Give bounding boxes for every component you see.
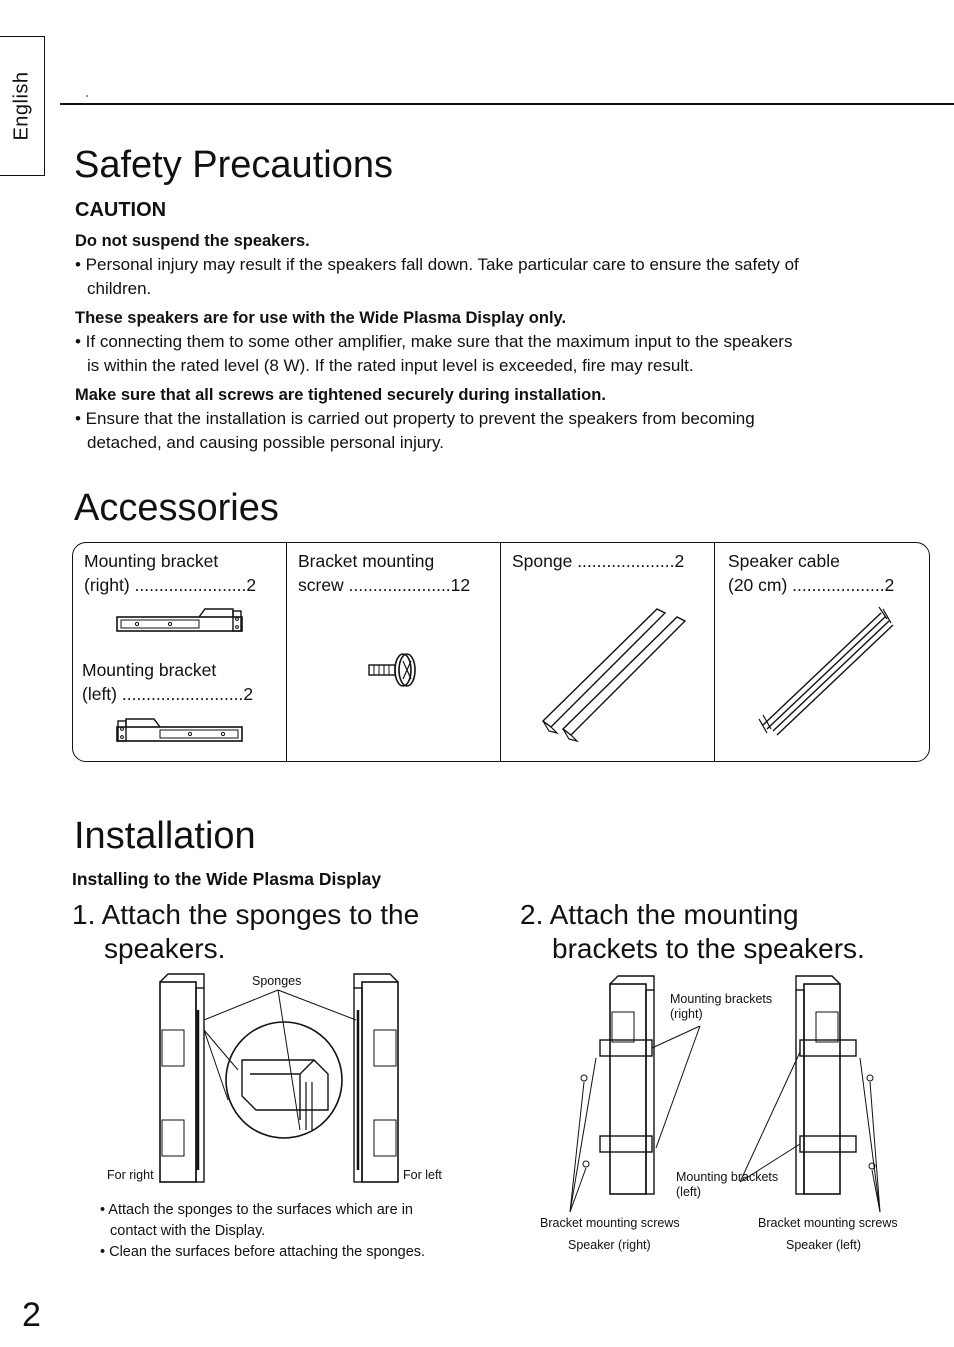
caution-heading: CAUTION xyxy=(75,199,167,221)
step1-title xyxy=(72,898,419,966)
safety-item-1-line1: • Personal injury may result if the speakers fall down. Take particular care to ensure the safety of xyxy=(75,255,799,274)
accessories-col-screw xyxy=(287,543,501,761)
acc-sponge-line1: Sponge ....................2 xyxy=(512,551,685,571)
step1-title-line1: 1. Attach the sponges to the xyxy=(72,899,420,930)
step1-bullet-1 xyxy=(100,1200,490,1242)
label-brackets-right-1: Mounting brackets xyxy=(670,992,773,1006)
safety-item-2-heading: These speakers are for use with the Wide Plasma Display only. xyxy=(75,309,567,327)
language-tab xyxy=(0,36,45,176)
safety-item-1-text xyxy=(75,253,935,301)
step2-title-line1: 2. Attach the mounting xyxy=(520,899,799,930)
acc-bracket-left-line1: Mounting bracket xyxy=(82,660,217,680)
header-rule xyxy=(60,103,954,105)
language-tab-label: English xyxy=(10,71,33,141)
safety-item-2-line1: • If connecting them to some other amplifier, make sure that the maximum input to the speakers xyxy=(75,332,793,351)
installation-title: Installation xyxy=(74,815,256,857)
safety-item-1-heading: Do not suspend the speakers. xyxy=(75,232,310,250)
safety-item-3-line2: detached, and causing possible personal injury. xyxy=(87,433,444,452)
step1-bullet-1-line1: • Attach the sponges to the surfaces which are in xyxy=(100,1202,413,1218)
acc-screw-line2: screw .....................12 xyxy=(298,575,471,595)
step1-title-line2: speakers. xyxy=(104,933,226,964)
speaker-cable-illustration xyxy=(755,607,895,737)
safety-item-1-line2: children. xyxy=(87,279,152,298)
safety-title: Safety Precautions xyxy=(74,144,393,186)
acc-screw-line1: Bracket mounting xyxy=(298,551,435,571)
accessories-col-brackets xyxy=(73,543,287,761)
step1-bullet-2-line1: • Clean the surfaces before attaching the sponges. xyxy=(100,1244,426,1260)
label-screws-right: Bracket mounting screws xyxy=(540,1216,680,1230)
acc-cable-line2: (20 cm) ...................2 xyxy=(728,575,895,595)
label-sponges: Sponges xyxy=(252,974,302,988)
label-brackets-left-2: (left) xyxy=(676,1185,701,1199)
step2-title-line2: brackets to the speakers. xyxy=(552,933,865,964)
screw-illustration xyxy=(367,651,427,691)
safety-item-2-line2: is within the rated level (8 W). If the rated input level is exceeded, fire may result. xyxy=(87,356,694,375)
print-dot xyxy=(86,95,88,97)
label-for-left: For left xyxy=(403,1168,442,1182)
label-speaker-right: Speaker (right) xyxy=(568,1238,651,1252)
safety-item-3-line1: • Ensure that the installation is carried out property to prevent the speakers from becoming xyxy=(75,409,755,428)
label-screws-left: Bracket mounting screws xyxy=(758,1216,898,1230)
step1-bullet-2 xyxy=(100,1242,490,1263)
installation-subtitle: Installing to the Wide Plasma Display xyxy=(72,869,382,889)
label-for-right: For right xyxy=(107,1168,154,1182)
label-brackets-left-1: Mounting brackets xyxy=(676,1170,779,1184)
accessories-col-cable xyxy=(715,543,930,761)
safety-item-3-text xyxy=(75,407,935,455)
acc-bracket-left-line2: (left) .........................2 xyxy=(82,684,254,704)
safety-item-2-text xyxy=(75,330,935,378)
safety-item-3-heading: Make sure that all screws are tightened securely during installation. xyxy=(75,386,606,404)
accessories-title: Accessories xyxy=(74,487,279,529)
accessories-table xyxy=(72,542,930,762)
accessories-col-sponge xyxy=(501,543,715,761)
step1-bullet-1-line2: contact with the Display. xyxy=(110,1223,266,1239)
step1-sponge-diagram xyxy=(100,970,480,1190)
step2-title xyxy=(520,898,865,966)
label-speaker-left: Speaker (left) xyxy=(786,1238,862,1252)
bracket-right-illustration xyxy=(115,607,245,637)
acc-bracket-right-line1: Mounting bracket xyxy=(84,551,219,571)
acc-cable-line1: Speaker cable xyxy=(728,551,840,571)
label-brackets-right-2: (right) xyxy=(670,1007,703,1021)
sponge-illustration xyxy=(539,603,684,743)
bracket-left-illustration xyxy=(115,717,245,747)
acc-bracket-right-line2: (right) .......................2 xyxy=(84,575,257,595)
page-number: 2 xyxy=(22,1296,41,1334)
